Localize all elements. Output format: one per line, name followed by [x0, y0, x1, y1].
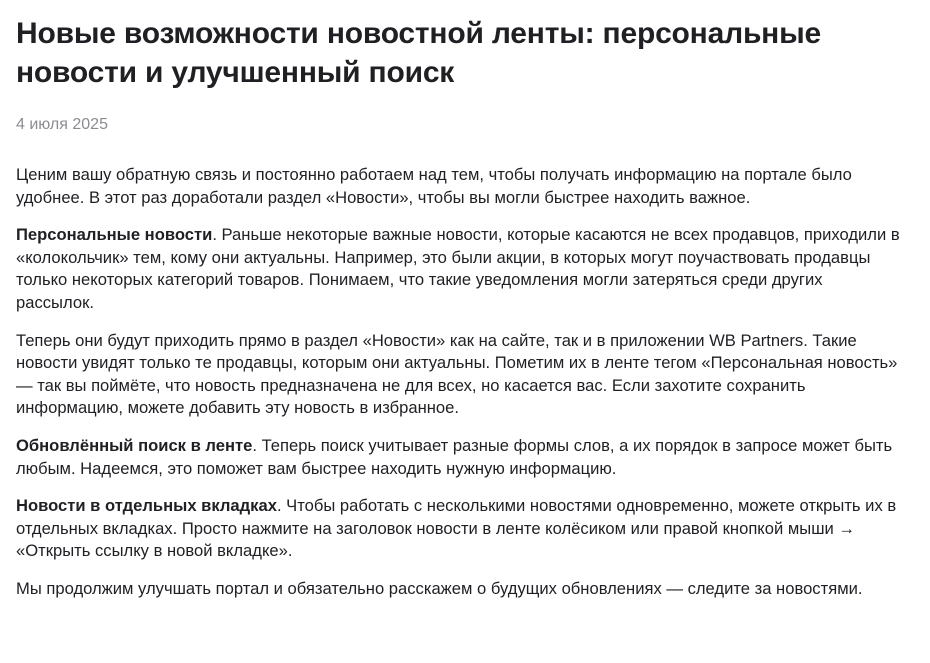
- paragraph-intro: [16, 164, 900, 209]
- paragraph-lead: Новости в отдельных вкладках: [16, 496, 277, 516]
- paragraph-closing: [16, 578, 900, 601]
- paragraph-separate-tabs: [16, 495, 900, 563]
- paragraph-personal-news: [16, 224, 900, 314]
- paragraph-text: . Теперь поиск учитывает разные формы слов, а их порядок в запросе может быть любым. Надеемся, это поможет вам быстрее находить нужную информацию.: [16, 435, 893, 478]
- paragraph-text: . Чтобы работать с несколькими новостями одновременно, можете открыть их в отдельных вкладках. Просто нажмите на заголовок новости в ленте колёсиком или правой кнопкой мыши → «Открыть ссылку в новой вкладке».: [16, 496, 897, 561]
- paragraph-text: Ценим вашу обратную связь и постоянно работаем над тем, чтобы получать информацию на портале было удобнее. В этот раз доработали раздел «Новости», чтобы вы могли быстрее находить важное.: [16, 165, 852, 207]
- paragraph-lead: Обновлённый поиск в ленте: [16, 435, 253, 455]
- article-date: 4 июля 2025: [16, 116, 108, 133]
- paragraph-text: . Раньше некоторые важные новости, которые касаются не всех продавцов, приходили в «колокольчик» тем, кому они актуальны. Например, это были акции, в которых могут поучаствовать продавцы только некоторых категорий товаров. Понимаем, что такие уведомления могли затеряться среди других рассылок.: [16, 225, 900, 312]
- paragraph-text: Мы продолжим улучшать портал и обязательно расскажем о будущих обновлениях — следите за новостями.: [16, 578, 863, 598]
- article-body: [16, 164, 900, 601]
- paragraph-personal-news-details: [16, 330, 900, 420]
- paragraph-text: Теперь они будут приходить прямо в раздел «Новости» как на сайте, так и в приложении WB Partners. Такие новости увидят только те продавцы, которым они актуальны. Пометим их в ленте тегом «Персональная новость» — так вы поймёте, что новость предназначена не для всех, но касается вас. Если захотите сохранить информацию, можете добавить эту новость в избранное.: [16, 330, 898, 418]
- article-title: Новые возможности новостной ленты: персональные новости и улучшенный поиск: [16, 17, 822, 89]
- paragraph-lead: Персональные новости: [16, 225, 213, 245]
- paragraph-updated-search: [16, 435, 900, 480]
